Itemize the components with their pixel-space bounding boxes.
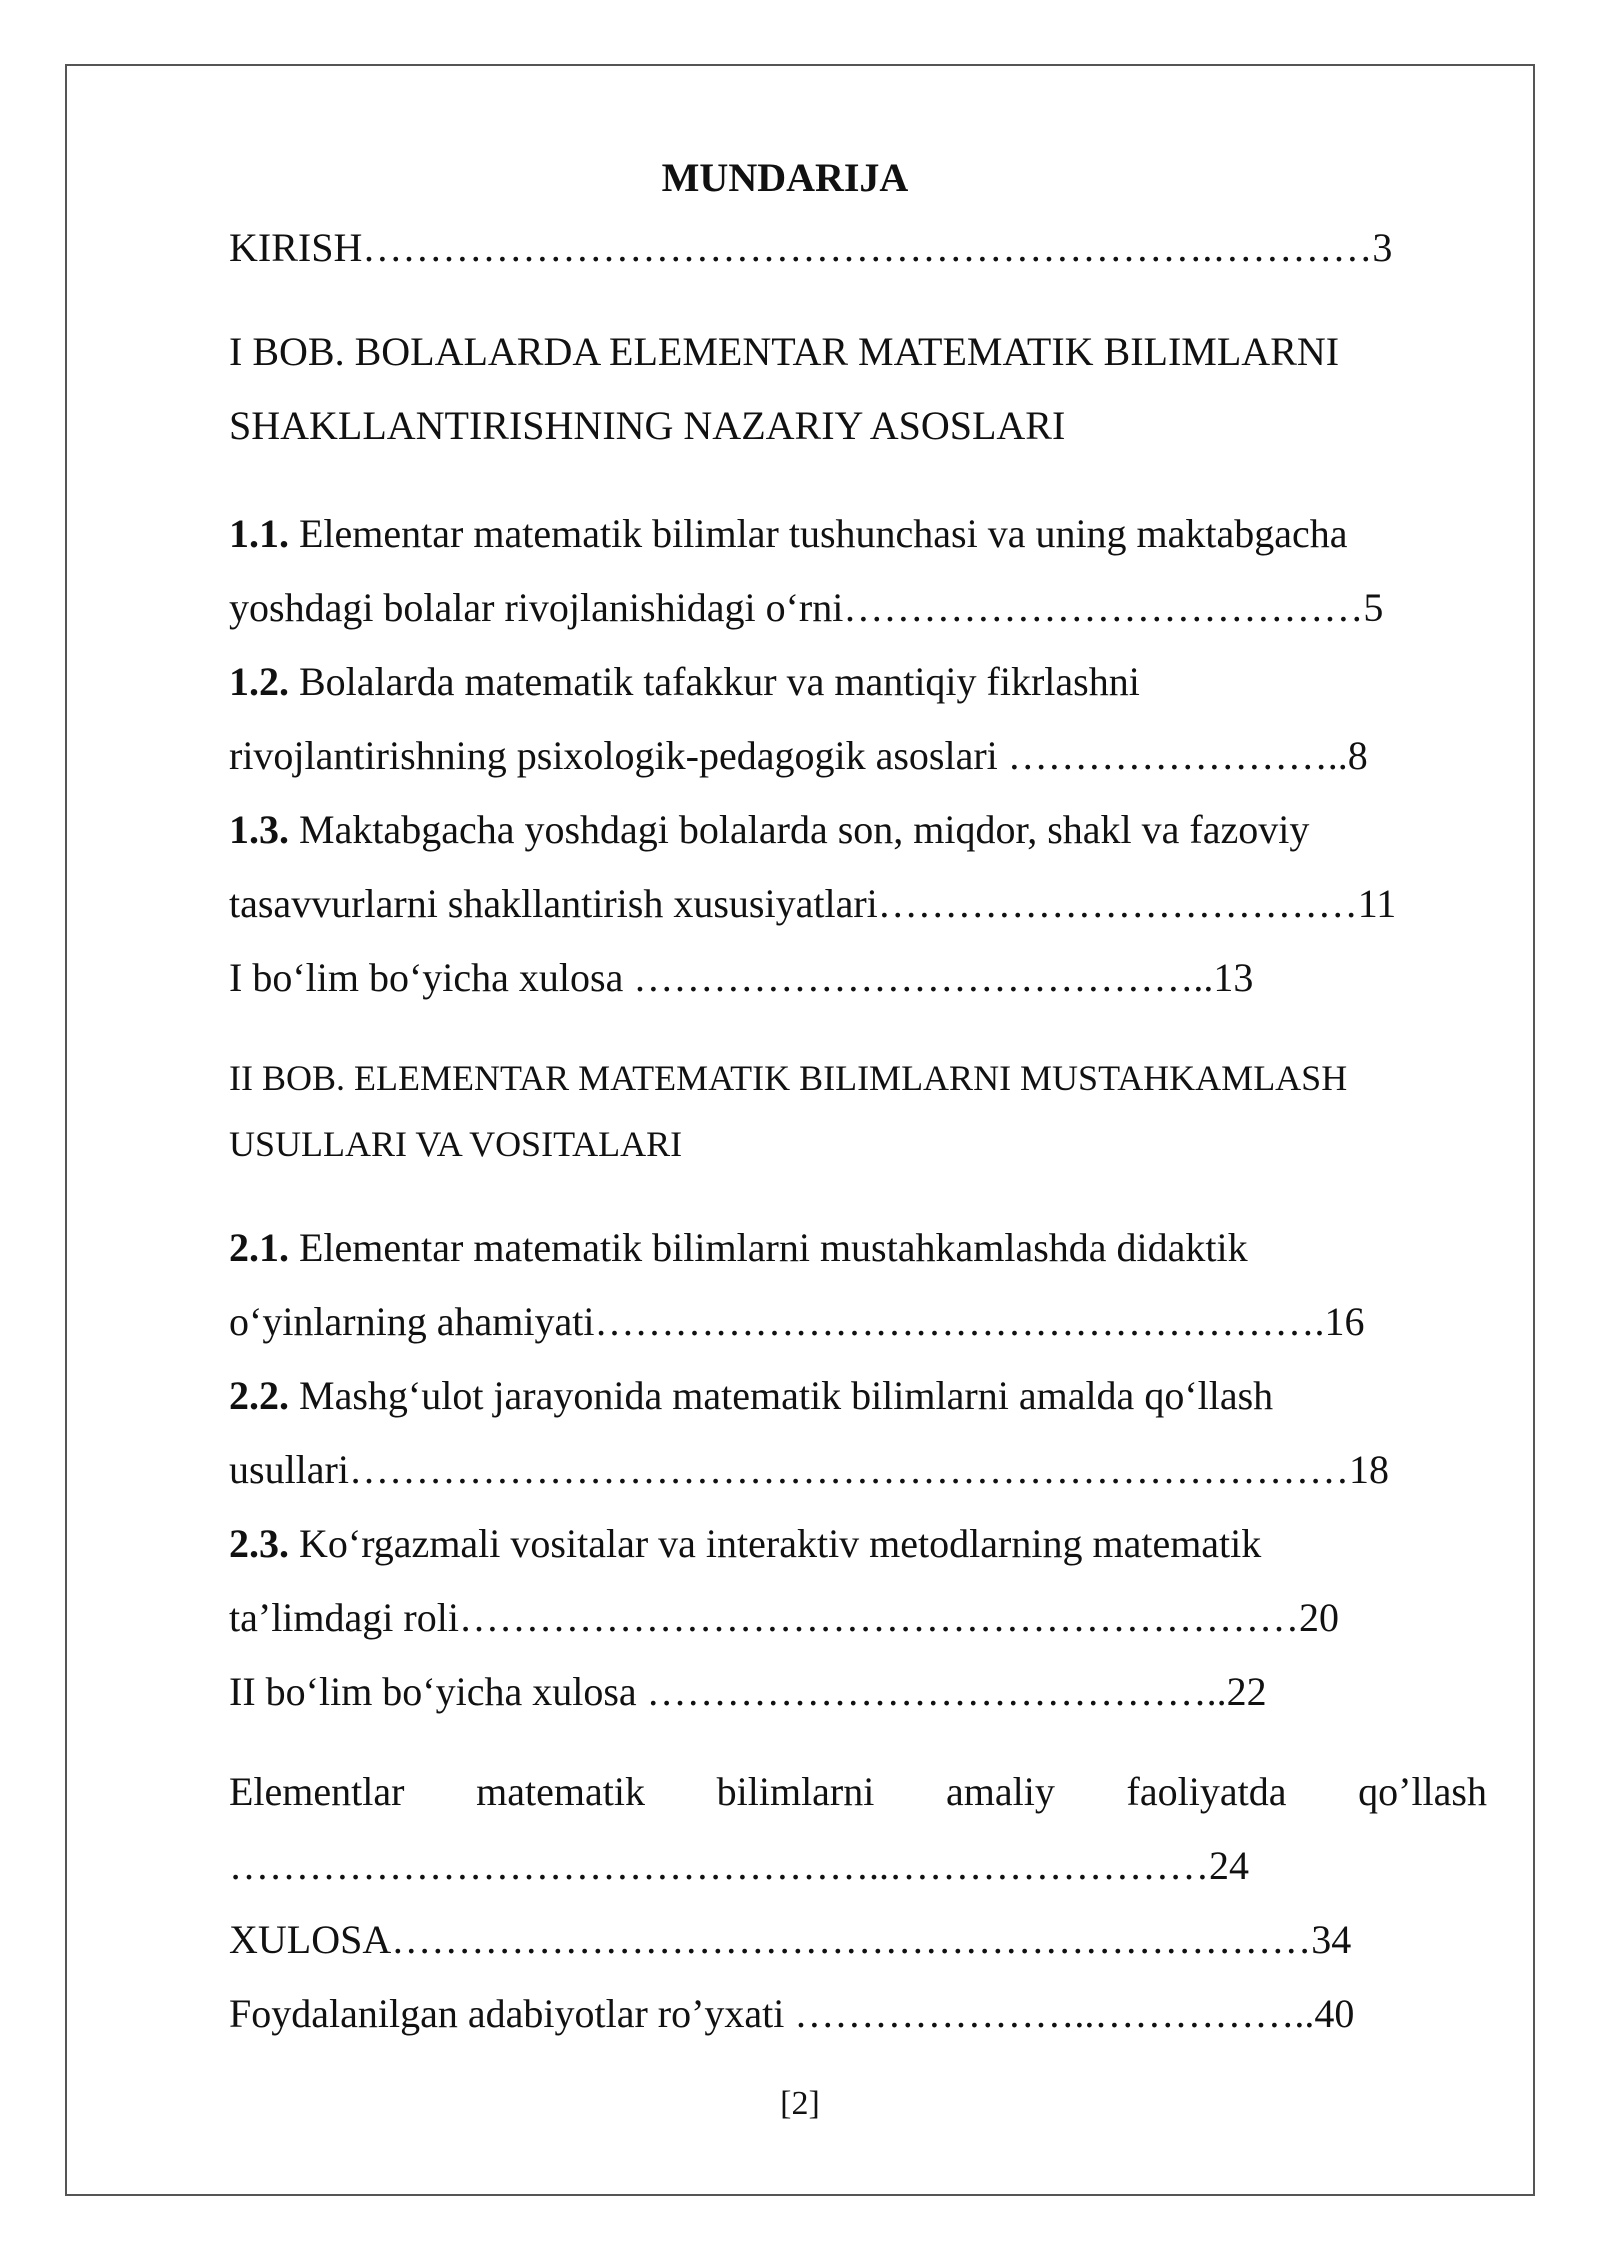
toc-entry-summary-1[interactable]: I bo‘lim bo‘yicha xulosa ……………………………………..13	[229, 955, 1254, 1000]
chapter-1-heading[interactable]	[229, 315, 1489, 463]
toc-entry-2-3-title: Ko‘rgazmali vositalar va interaktiv metodlarning matematik	[289, 1521, 1262, 1566]
toc-entry-intro[interactable]: KIRISH……………………………………………………….…………3	[229, 225, 1393, 270]
toc-entry-practical-line-2: …………………………………………..……………………24	[229, 1843, 1249, 1888]
toc-entry-2-3[interactable]	[229, 1507, 1489, 1655]
toc-entry-conclusion[interactable]: XULOSA……………………………………………………………34	[229, 1917, 1352, 1962]
toc-entry-1-2-title: Bolalarda matematik tafakkur va mantiqiy fikrlashni	[289, 659, 1140, 704]
chapter-2-heading[interactable]	[229, 1045, 1489, 1177]
toc-entry-practical-line-1	[229, 1755, 1487, 1829]
practical-word: qo’llash	[1358, 1769, 1487, 1814]
toc-entry-1-1-number: 1.1.	[229, 511, 289, 556]
practical-word: bilimlarni	[716, 1769, 875, 1814]
practical-word: amaliy	[946, 1769, 1055, 1814]
toc-entry-2-1-number: 2.1.	[229, 1225, 289, 1270]
toc-entry-2-2[interactable]	[229, 1359, 1489, 1507]
page-number: [2]	[780, 2085, 820, 2122]
chapter-2-line-2: USULLARI VA VOSITALARI	[229, 1124, 683, 1164]
chapter-1-line-2: SHAKLLANTIRISHNING NAZARIY ASOSLARI	[229, 403, 1066, 448]
practical-word: faoliyatda	[1126, 1769, 1287, 1814]
toc-entry-2-1-title: Elementar matematik bilimlarni mustahkamlashda didaktik	[289, 1225, 1248, 1270]
toc-entry-1-1-title: Elementar matematik bilimlar tushunchasi va uning maktabgacha	[289, 511, 1348, 556]
chapter-2-line-1: II BOB. ELEMENTAR MATEMATIK BILIMLARNI MUSTAHKAMLASH	[229, 1058, 1348, 1098]
toc-entry-2-1[interactable]	[229, 1211, 1489, 1359]
toc-entry-2-3-line-1	[229, 1507, 1489, 1581]
toc-title	[0, 145, 1600, 211]
toc-entry-references[interactable]: Foydalanilgan adabiyotlar ro’yxati …………………..……………..40	[229, 1991, 1355, 2036]
toc-entry-1-2[interactable]	[229, 645, 1489, 793]
practical-word: Elementlar	[229, 1769, 405, 1814]
toc-entry-2-1-line-2: o‘yinlarning ahamiyati……………………………………………….16	[229, 1299, 1365, 1344]
toc-entry-1-3-line-1	[229, 793, 1489, 867]
toc-entry-1-3-line-2: tasavvurlarni shakllantirish xususiyatlari………………………………11	[229, 881, 1397, 926]
toc-entry-2-2-line-1	[229, 1359, 1489, 1433]
toc-entry-1-2-number: 1.2.	[229, 659, 289, 704]
toc-entry-1-3-title: Maktabgacha yoshdagi bolalarda son, miqdor, shakl va fazoviy	[289, 807, 1310, 852]
toc-entry-2-3-number: 2.3.	[229, 1521, 289, 1566]
toc-entry-practical[interactable]	[229, 1755, 1489, 1903]
toc-entry-2-3-line-2: ta’limdagi roli………………………………………………………20	[229, 1595, 1339, 1640]
table-of-contents	[229, 145, 1489, 2051]
toc-entry-1-1[interactable]	[229, 497, 1489, 645]
toc-entry-2-2-title: Mashg‘ulot jarayonida matematik bilimlarni amalda qo‘llash	[289, 1373, 1274, 1418]
toc-entry-2-2-number: 2.2.	[229, 1373, 289, 1418]
toc-entry-summary-2[interactable]: II bo‘lim bo‘yicha xulosa ……………………………………..22	[229, 1669, 1267, 1714]
toc-entry-1-1-line-2: yoshdagi bolalar rivojlanishidagi o‘rni…………………………………5	[229, 585, 1384, 630]
practical-word: matematik	[476, 1769, 645, 1814]
toc-entry-1-2-line-2: rivojlantirishning psixologik-pedagogik asoslari ……………………..8	[229, 733, 1368, 778]
toc-entry-1-3[interactable]	[229, 793, 1489, 941]
toc-entry-1-1-line-1	[229, 497, 1489, 571]
toc-entry-2-2-line-2: usullari…………………………………………………………………18	[229, 1447, 1389, 1492]
toc-entry-1-3-number: 1.3.	[229, 807, 289, 852]
chapter-1-line-1: I BOB. BOLALARDA ELEMENTAR MATEMATIK BILIMLARNI	[229, 329, 1340, 374]
toc-entry-2-1-line-1	[229, 1211, 1489, 1285]
toc-title-text: MUNDARIJA	[661, 155, 909, 200]
toc-entry-1-2-line-1	[229, 645, 1489, 719]
